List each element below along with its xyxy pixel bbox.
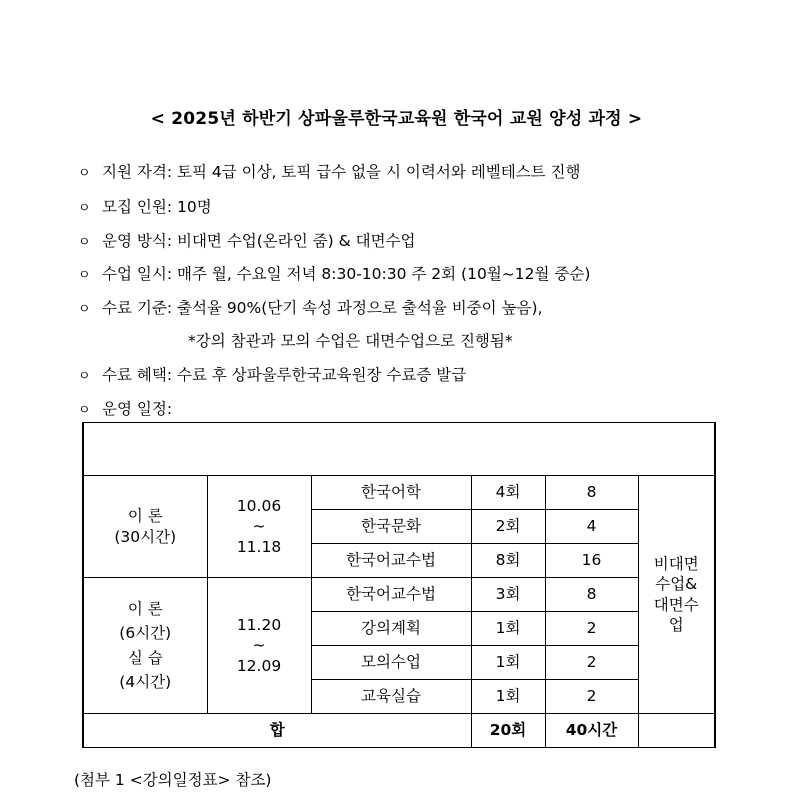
schedule-table [82, 422, 716, 748]
period-cell [207, 578, 311, 714]
bullet-icon: ㅇ [78, 201, 91, 216]
hours-cell: 2 [545, 646, 638, 680]
subject-cell: 교육실습 [311, 680, 471, 714]
mode-text-line: 비대면 [653, 555, 699, 574]
group-hours-text: (6시간) [119, 624, 172, 643]
table-row [83, 476, 715, 510]
group-label-theory [83, 476, 207, 578]
sessions-cell: 1회 [471, 612, 545, 646]
total-hours-cell: 40시간 [545, 714, 638, 748]
period-start: 11.20 [236, 616, 282, 635]
group-label-text: 이 론 [127, 600, 163, 619]
hours-cell: 16 [545, 544, 638, 578]
mode-text-line: 업 [668, 615, 684, 634]
document-title: < 2025년 하반기 상파울루한국교육원 한국어 교원 양성 과정 > [150, 109, 643, 129]
table-header-cell [83, 423, 715, 476]
bullet-item-operation-method [78, 229, 416, 251]
bullet-icon: ㅇ [78, 268, 91, 283]
bullet-item-operation-schedule [78, 397, 172, 419]
bullet-icon: ㅇ [78, 302, 91, 317]
table-header-row [83, 423, 715, 476]
group-hours-text: (30시간) [114, 527, 177, 546]
sessions-cell: 4회 [471, 476, 545, 510]
bullet-item-recruitment [78, 195, 212, 217]
group-label-text: 이 론 [127, 507, 163, 526]
hours-cell: 8 [545, 476, 638, 510]
hours-cell: 8 [545, 578, 638, 612]
bullet-icon: ㅇ [78, 369, 91, 384]
total-empty-cell [638, 714, 715, 748]
bullet-icon: ㅇ [78, 403, 91, 418]
completion-note: *강의 참관과 모의 수업은 대면수업으로 진행됨* [188, 332, 513, 350]
table-total-row [83, 714, 715, 748]
item-text: 수료 혜택: 수료 후 상파울루한국교육원장 수료증 발급 [102, 366, 467, 384]
total-label-cell: 합 [83, 714, 471, 748]
subject-cell: 모의수업 [311, 646, 471, 680]
sessions-cell: 8회 [471, 544, 545, 578]
hours-cell: 2 [545, 612, 638, 646]
subject-cell: 한국어교수법 [311, 578, 471, 612]
group-label-theory-practice [83, 578, 207, 714]
subject-cell: 한국문화 [311, 510, 471, 544]
period-separator: ~ [252, 517, 266, 536]
hours-cell: 2 [545, 680, 638, 714]
sessions-cell: 1회 [471, 680, 545, 714]
subject-cell: 한국어학 [311, 476, 471, 510]
sessions-cell: 2회 [471, 510, 545, 544]
group-hours-text: (4시간) [119, 672, 172, 691]
item-text: 운영 방식: 비대면 수업(온라인 줌) & 대면수업 [102, 232, 416, 250]
item-text: 모집 인원: 10명 [102, 198, 212, 216]
period-separator: ~ [252, 636, 266, 655]
period-cell [207, 476, 311, 578]
sessions-cell: 1회 [471, 646, 545, 680]
bullet-item-completion-criteria [78, 296, 543, 318]
item-text: 운영 일정: [102, 400, 173, 418]
item-text: 지원 자격: 토픽 4급 이상, 토픽 급수 없을 시 이력서와 레벨테스트 진행 [102, 163, 581, 181]
period-end: 12.09 [236, 656, 282, 675]
item-text: 수료 기준: 출석율 90%(단기 속성 과정으로 출석율 비중이 높음), [102, 299, 543, 317]
bullet-icon: ㅇ [78, 166, 91, 181]
sessions-cell: 3회 [471, 578, 545, 612]
period-start: 10.06 [236, 497, 282, 516]
mode-cell [638, 476, 715, 714]
mode-text-line: 대면수 [653, 595, 699, 614]
bullet-item-qualification [78, 160, 580, 182]
total-sessions-cell: 20회 [471, 714, 545, 748]
bullet-item-completion-benefit [78, 363, 466, 385]
hours-cell: 4 [545, 510, 638, 544]
attachment-reference: (첨부 1 <강의일정표> 참조) [74, 771, 272, 789]
table-row [83, 578, 715, 612]
subject-cell: 한국어교수법 [311, 544, 471, 578]
period-end: 11.18 [236, 537, 282, 556]
group-label-text: 실 습 [127, 648, 163, 667]
mode-text-line: 수업& [655, 575, 698, 594]
bullet-item-class-schedule [78, 262, 590, 284]
subject-cell: 강의계획 [311, 612, 471, 646]
item-text: 수업 일시: 매주 월, 수요일 저녁 8:30-10:30 주 2회 (10월~12월 중순) [102, 265, 591, 283]
bullet-icon: ㅇ [78, 235, 91, 250]
